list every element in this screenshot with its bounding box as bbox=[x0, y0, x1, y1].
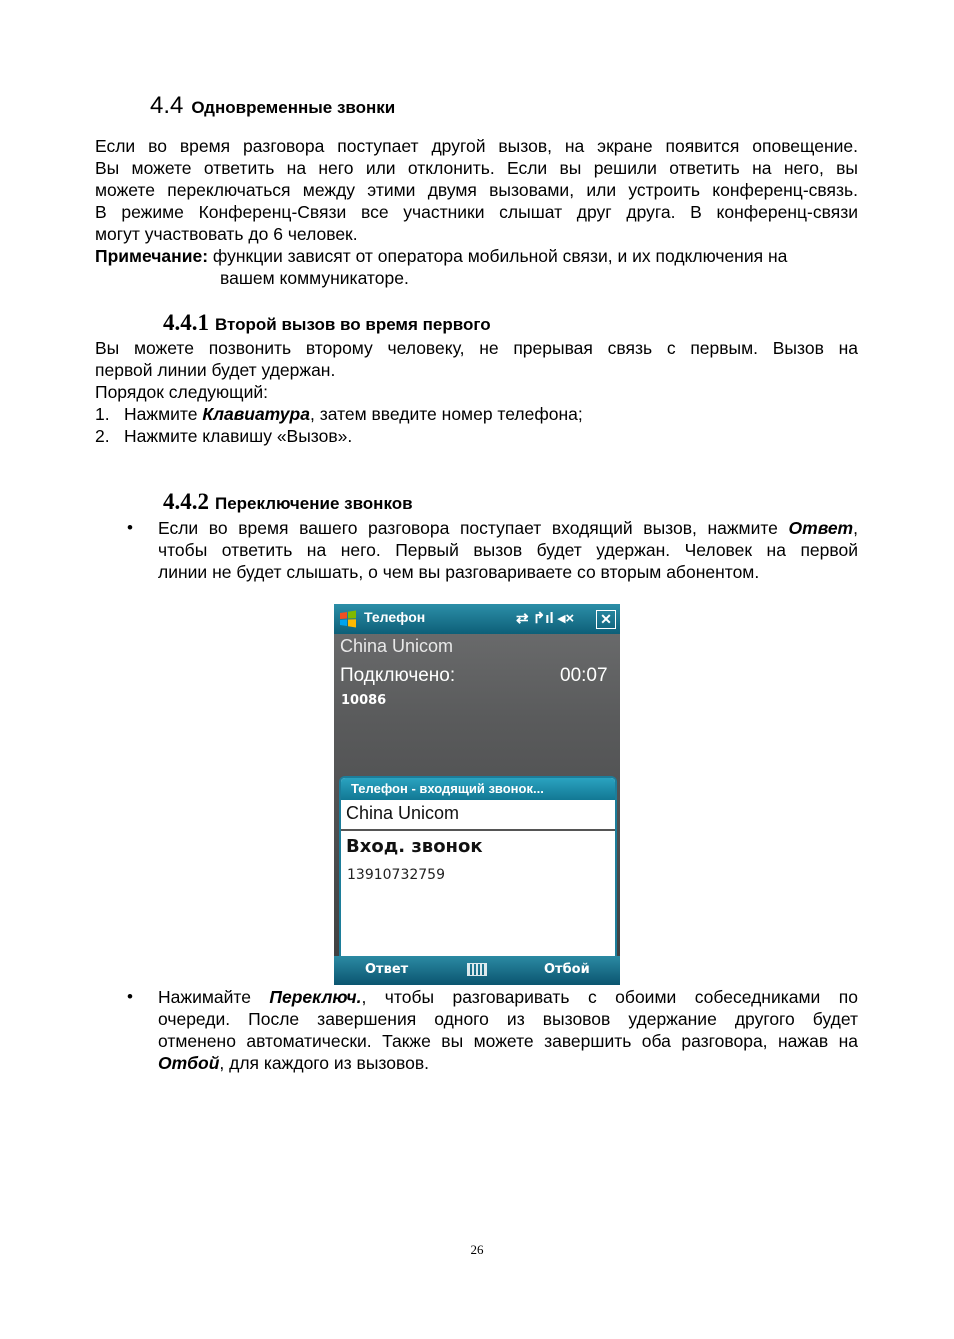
incoming-number: 13910732759 bbox=[347, 867, 445, 883]
para-line: первой линии будет удержан. bbox=[95, 360, 336, 380]
bullet-marker: • bbox=[127, 987, 133, 1006]
para-line: можете переключаться между этими двумя вызовами, или устроить конференц-связь. bbox=[95, 180, 858, 200]
section-title: Второй вызов во время первого bbox=[215, 315, 491, 334]
bullet-line: очереди. После завершения одного из вызовов удержание другого будет bbox=[158, 1009, 858, 1029]
para-line: В режиме Конференц-Связи все участники слышат друг друга. В конференц-связи bbox=[95, 202, 858, 222]
order-intro: Порядок следующий: bbox=[95, 382, 268, 402]
bullet-item-switch bbox=[158, 986, 858, 1074]
windows-start-icon[interactable] bbox=[338, 609, 358, 629]
incoming-call-dialog bbox=[339, 776, 617, 963]
note-text-continued: вашем коммуникаторе. bbox=[220, 268, 409, 288]
bullet-item-answer bbox=[158, 517, 858, 583]
dialog-title: Телефон - входящий звонок... bbox=[341, 778, 615, 800]
list-text: Нажмите клавишу «Вызов». bbox=[124, 426, 353, 446]
list-item bbox=[95, 425, 858, 447]
section-number: 4.4 bbox=[150, 92, 184, 119]
reject-softkey[interactable]: Отбой bbox=[544, 962, 590, 977]
close-icon[interactable]: ✕ bbox=[596, 610, 616, 629]
connectivity-signal-volume-icons[interactable]: ⇄ ↱ıl ◂× bbox=[516, 610, 575, 627]
dialog-carrier: China Unicom bbox=[346, 803, 460, 823]
bullet-text: Если во время вашего разговора поступает входящий вызов, нажмите bbox=[158, 518, 789, 538]
bullet-text: , bbox=[853, 518, 858, 538]
para-line: Если во время разговора поступает другой вызов, на экране появится оповещение. bbox=[95, 136, 858, 156]
call-number: 10086 bbox=[341, 693, 387, 708]
bullet-text: , чтобы разговаривать с обоими собеседниками по bbox=[361, 987, 858, 1007]
bullet-line bbox=[158, 986, 858, 1008]
note-text: функции зависят от оператора мобильной связи, и их подключения на bbox=[208, 246, 788, 266]
note-label: Примечание: bbox=[95, 246, 209, 266]
keyboard-icon[interactable] bbox=[467, 963, 487, 976]
answer-term: Ответ bbox=[788, 518, 854, 538]
section-4-4-paragraph bbox=[95, 135, 858, 245]
note bbox=[95, 245, 865, 289]
section-heading-4-4 bbox=[150, 92, 395, 120]
section-heading-4-4-1 bbox=[163, 310, 491, 336]
section-title: Одновременные звонки bbox=[191, 98, 396, 117]
para-line: могут участвовать до 6 человек. bbox=[95, 224, 358, 244]
list-item bbox=[95, 403, 858, 425]
para-line: Вы можете позвонить второму человеку, не прерывая связь с первым. Вызов на bbox=[95, 338, 858, 358]
switch-term: Переключ. bbox=[269, 987, 362, 1007]
section-number: 4.4.2 bbox=[163, 489, 209, 514]
page-number: 26 bbox=[470, 1242, 484, 1257]
para-line: Вы можете ответить на него или отклонить. Если вы решили ответить на него, вы bbox=[95, 158, 858, 178]
end-call-term: Отбой bbox=[158, 1053, 220, 1073]
incoming-call-label: Вход. звонок bbox=[346, 836, 483, 857]
dialog-divider bbox=[341, 829, 615, 831]
bullet-text: Нажимайте bbox=[158, 987, 270, 1007]
list-text: Нажмите bbox=[124, 404, 203, 424]
phone-screenshot bbox=[334, 604, 620, 985]
bullet-text: , для каждого из вызовов. bbox=[219, 1053, 429, 1073]
section-title: Переключение звонков bbox=[215, 494, 413, 513]
section-heading-4-4-2 bbox=[163, 489, 413, 515]
phone-app-title: Телефон bbox=[364, 609, 426, 625]
section-4-4-1-paragraph bbox=[95, 337, 858, 447]
section-number: 4.4.1 bbox=[163, 310, 209, 335]
bullet-marker: • bbox=[127, 518, 133, 537]
bullet-line: линии не будет слышать, о чем вы разговариваете со вторым абонентом. bbox=[158, 562, 760, 582]
bullet-line bbox=[158, 517, 858, 539]
softkey-bar bbox=[334, 956, 620, 985]
keyboard-term: Клавиатура bbox=[202, 404, 310, 424]
bullet-line: чтобы ответить на него. Первый вызов будет удержан. Человек на первой bbox=[158, 540, 858, 560]
list-number: 1. bbox=[95, 404, 110, 424]
list-number: 2. bbox=[95, 426, 110, 446]
phone-carrier: China Unicom bbox=[340, 636, 454, 656]
call-status: Подключено: bbox=[340, 665, 456, 686]
answer-softkey[interactable]: Ответ bbox=[365, 962, 409, 977]
phone-title-bar bbox=[334, 604, 620, 634]
bullet-line bbox=[158, 1052, 858, 1074]
list-text: , затем введите номер телефона; bbox=[309, 404, 583, 424]
call-timer: 00:07 bbox=[560, 665, 608, 686]
bullet-line: отменено автоматически. Также вы можете завершить оба разговора, нажав на bbox=[158, 1031, 858, 1051]
